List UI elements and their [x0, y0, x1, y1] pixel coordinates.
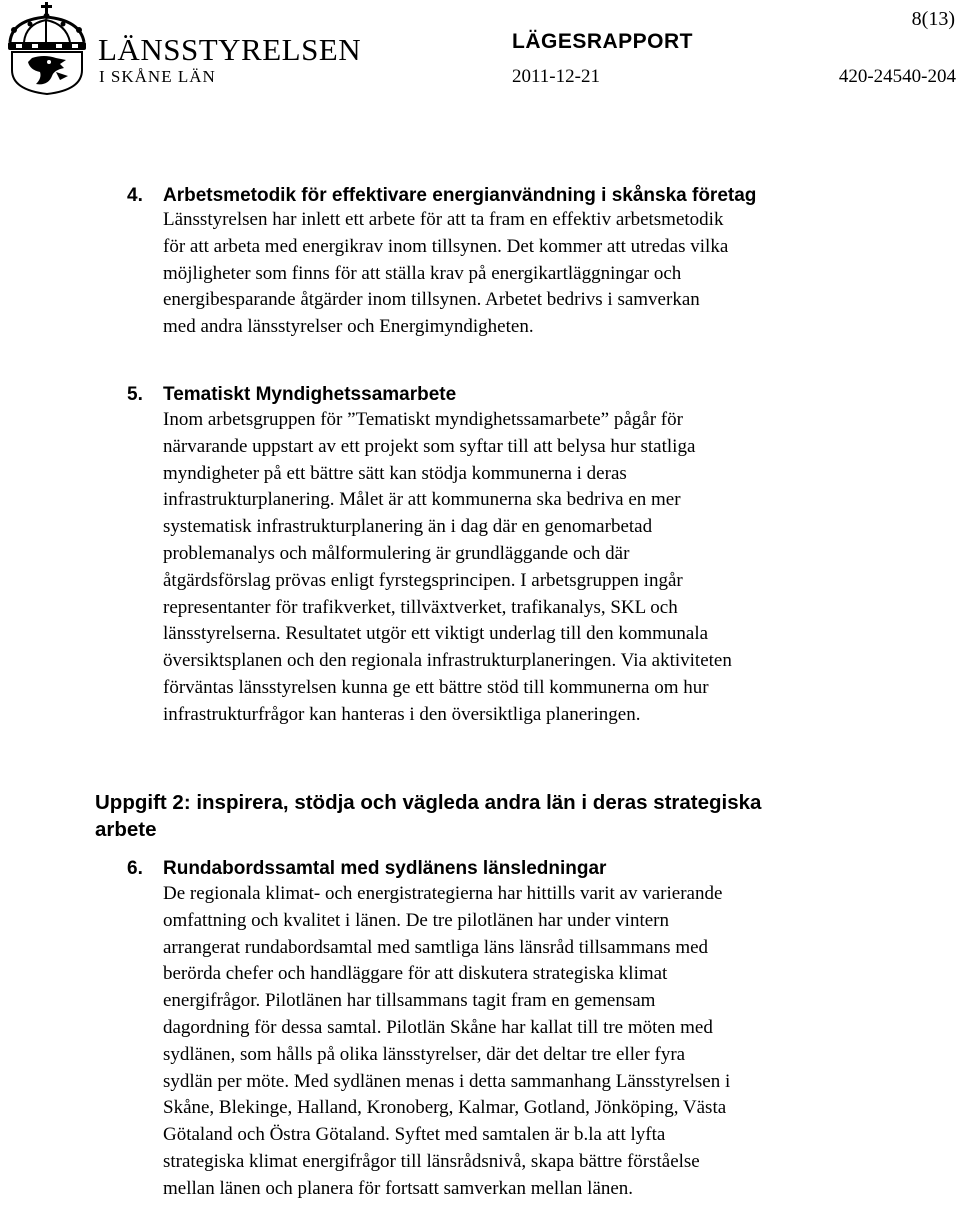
task-heading [95, 789, 855, 843]
text-line: med andra länsstyrelser och Energimyndigheten. [163, 316, 534, 338]
text-line: omfattning och kvalitet i länen. De tre pilotlänen har under vintern [163, 909, 669, 931]
section-body [163, 207, 833, 341]
text-line: mellan länen och planera för fortsatt samverkan mellan länen. [163, 1177, 634, 1199]
section-number: 5. [127, 384, 143, 405]
section-heading [127, 857, 606, 881]
text-line: dagordning för dessa samtal. Pilotlän Skåne har kallat till tre möten med [163, 1016, 713, 1038]
text-line: översiktsplanen och den regionala infrastrukturplaneringen. Via aktiviteten [163, 650, 732, 672]
text-line: strategiska klimat energifrågor till länsrådsnivå, skapa bättre förståelse [163, 1150, 700, 1172]
text-line: åtgärdsförslag prövas enligt fyrstegsprincipen. I arbetsgruppen ingår [163, 569, 683, 591]
text-line: Länsstyrelsen har inlett ett arbete för att ta fram en effektiv arbetsmetodik [163, 209, 724, 230]
text-line: för att arbeta med energikrav inom tillsynen. Det kommer att utredas vilka [163, 235, 729, 257]
section-title: Arbetsmetodik för effektivare energianvändning i skånska företag [163, 185, 757, 206]
text-line: energifrågor. Pilotlänen har tillsammans tagit fram en gemensam [163, 990, 656, 1012]
section-number: 4. [127, 185, 143, 206]
text-line: Inom arbetsgruppen för ”Tematiskt myndighetssamarbete” pågår för [163, 409, 683, 430]
section-title: Rundabordssamtal med sydlänens länsledningar [163, 858, 607, 879]
text-line: förväntas länsstyrelsen kunna ge ett bättre stöd till kommunerna om hur [163, 676, 709, 698]
section-heading [127, 184, 756, 208]
crown-griffin-emblem-icon [2, 0, 94, 95]
text-line: sydlän per möte. Med sydlänen menas i detta sammanhang Länsstyrelsen i [163, 1070, 731, 1092]
text-line: närvarande uppstart av ett projekt som syftar till att belysa hur statliga [163, 435, 696, 457]
text-line: Skåne, Blekinge, Halland, Kronoberg, Kalmar, Gotland, Jönköping, Västa [163, 1097, 727, 1119]
text-line: Götaland och Östra Götaland. Syftet med samtalen är b.la att lyfta [163, 1124, 666, 1146]
text-line: De regionala klimat- och energistrategierna har hittills varit av varierande [163, 883, 723, 904]
task-heading-line: arbete [95, 818, 157, 841]
text-line: berörda chefer och handläggare för att diskutera strategiska klimat [163, 963, 668, 985]
document-date: 2011-12-21 [512, 66, 600, 87]
page-number: 8(13) [911, 8, 955, 30]
organization-name: LÄNSSTYRELSEN [98, 32, 362, 67]
section-number: 6. [127, 858, 143, 879]
section-heading [127, 383, 456, 407]
text-line: energibesparande åtgärder inom tillsynen. Arbetet bedrivs i samverkan [163, 289, 700, 311]
text-line: möjligheter som finns för att ställa krav på energikartläggningar och [163, 262, 682, 284]
text-line: infrastrukturplanering. Målet är att kommunerna ska bedriva en mer [163, 489, 681, 511]
text-line: systematisk infrastrukturplanering än i dag där en genomarbetad [163, 516, 653, 538]
document-type: LÄGESRAPPORT [512, 30, 694, 53]
text-line: representanter för trafikverket, tillväxtverket, trafikanalys, SKL och [163, 596, 678, 618]
text-line: sydlänen, som hålls på olika länsstyrelser, där det deltar tre eller fyra [163, 1043, 686, 1065]
text-line: infrastrukturfrågor kan hanteras i den översiktliga planeringen. [163, 703, 641, 725]
task-heading-line: Uppgift 2: inspirera, stödja och vägleda andra län i deras strategiska [95, 791, 762, 814]
organization-logo [2, 0, 362, 95]
section-title: Tematiskt Myndighetssamarbete [163, 384, 457, 405]
text-line: problemanalys och målformulering är grundläggande och där [163, 542, 630, 564]
text-line: arrangerat rundabordsamtal med samtliga läns länsråd tillsammans med [163, 936, 709, 958]
text-line: myndigheter på ett bättre sätt kan stödja kommunerna i deras [163, 462, 627, 484]
document-reference: 420-24540-204 [838, 66, 956, 87]
section-body [163, 881, 833, 1203]
text-line: länsstyrelserna. Resultatet utgör ett viktigt underlag till den kommunala [163, 623, 709, 645]
section-body [163, 407, 833, 729]
organization-subtitle: I SKÅNE LÄN [99, 67, 216, 86]
